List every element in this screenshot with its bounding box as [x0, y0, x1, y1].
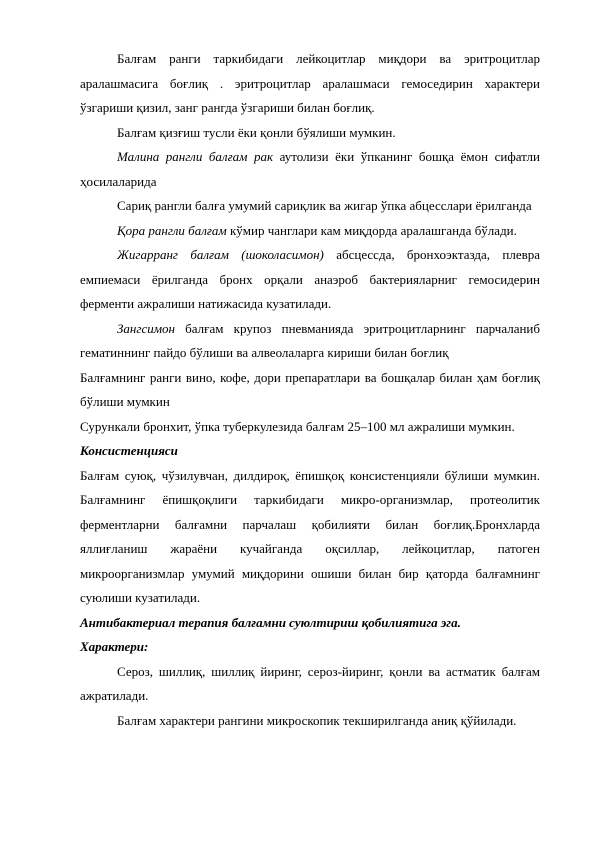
paragraph-text: абсцессда, бронхоэктазда, плевра емпиемаси ёрилганда бронх орқали анаэроб бактерияларниг гемосидерин ферменти ажралиши натижасида кузатилади.	[80, 247, 541, 311]
paragraph-text: Сероз, шиллиқ, шиллиқ йиринг, сероз-йиринг, қонли ва астматик балғам ажратилади.	[80, 663, 540, 703]
paragraph-text: Балғам ранги таркибидаги лейкоцитлар миқдори ва эритроцитлар аралашмасига боғлиқ . эритроцитлар аралашмаси гемоседирин характери ўзгариши қизил, занг рангда ўзгариши билан боғлиқ.	[80, 51, 540, 115]
document-body	[80, 47, 540, 733]
term-black: Қора рангли балғам	[117, 222, 227, 238]
paragraph-text: Балғам қизғиш тусли ёки қонли бўялиши мумкин.	[117, 124, 396, 140]
paragraph-microscopy	[80, 709, 540, 734]
paragraph-text: Сариқ рангли балға умумий сариқлик ва жигар ўпка абцесслари ёрилганда	[117, 198, 532, 213]
term-brown: Жигарранг балғам (шоколасимон)	[117, 247, 324, 262]
paragraph-yellow	[80, 194, 540, 219]
paragraph-volume	[80, 415, 540, 440]
heading-consistency: Консистенцияси	[80, 443, 178, 458]
paragraph-color-depends	[80, 47, 540, 121]
paragraph-reddish	[80, 121, 540, 146]
paragraph-rusty	[80, 317, 540, 366]
paragraph-text: Балғам характери рангини микроскопик текширилганда аниқ қўйилади.	[117, 712, 517, 728]
heading-character: Характери:	[80, 639, 149, 654]
paragraph-text: Балғамнинг ранги вино, кофе, дори препаратлари ва бошқалар билан ҳам боғлиқ бўлиши мумкин	[80, 369, 540, 409]
paragraph-consistency	[80, 464, 540, 611]
paragraph-text: аутолизи ёки ўпканинг бошқа ёмон сифатли ҳосилаларида	[80, 149, 540, 189]
term-raspberry: Малина рангли балғам рак	[117, 149, 274, 164]
paragraph-text: балғам крупоз пневманияда эритроцитларнинг парчаланиб гематиннинг пайдо бўлиши ва алвеолаларга кириши билан боғлиқ	[80, 320, 540, 360]
paragraph-text: Балғам суюқ, чўзилувчан, дилдироқ, ёпишқоқ консистенцияли бўлиши мумкин. Балғамнинг ёпишқоқлиги таркибидаги микро-организмлар, протеолитик ферментларни балғамни парчалаш қобилияти билан боғлиқ.Бронхларда яллиғланиш жараёни кучайганда оқсиллар, лейкоцитлар, патоген микроорганизмлар умумий миқдорини ошиши билан бир қаторда балғамнинг суюлиши кузатилади.	[80, 467, 540, 605]
paragraph-text: кўмир чанглари кам миқдорда аралашганда бўлади.	[226, 222, 517, 238]
paragraph-brown	[80, 243, 540, 317]
paragraph-raspberry	[80, 145, 540, 194]
paragraph-types	[80, 660, 540, 709]
paragraph-text: Сурункали бронхит, ўпка туберкулезида балғам 25–100 мл ажралиши мумкин.	[80, 418, 515, 434]
heading-antibacterial: Антибактериал терапия балғамни суюлтириш қобилиятига эга.	[80, 614, 461, 630]
term-rusty: Зангсимон	[117, 320, 175, 336]
paragraph-other-causes	[80, 366, 540, 415]
paragraph-black	[80, 219, 540, 244]
